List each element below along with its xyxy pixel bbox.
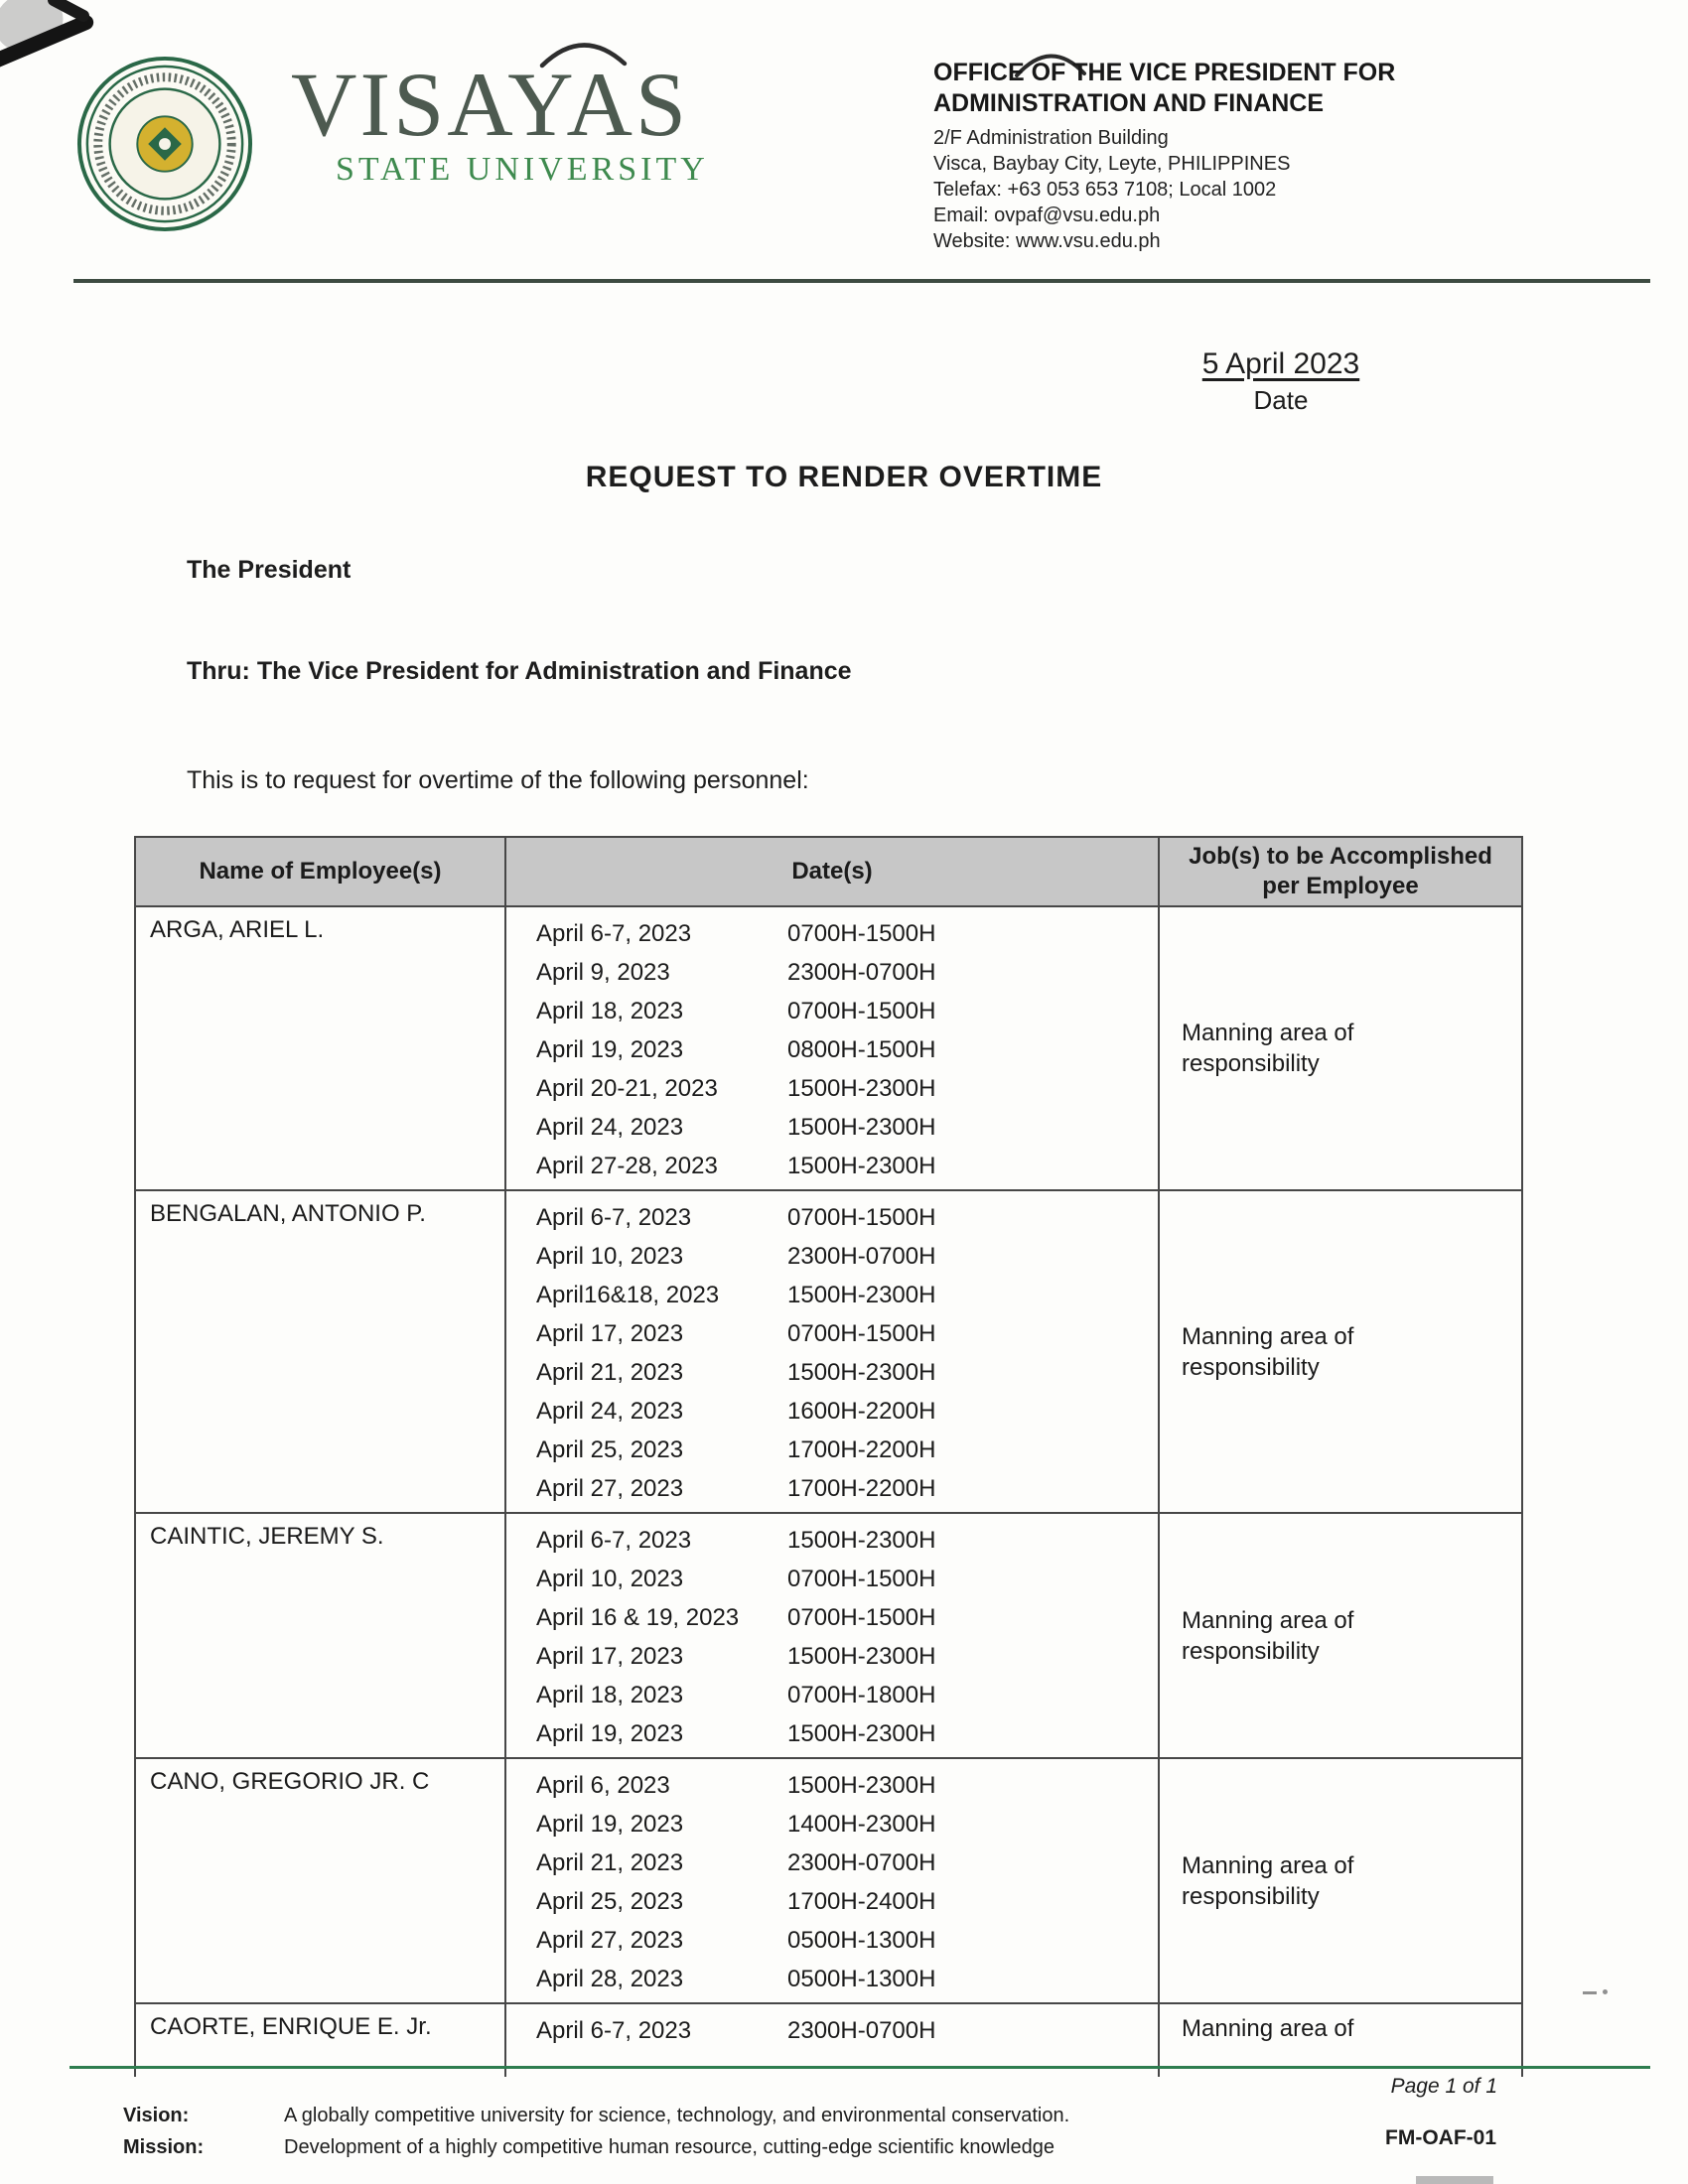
overtime-date: April 25, 2023 xyxy=(536,1888,684,1915)
overtime-date-entry xyxy=(536,1560,1158,1598)
intro-line: This is to request for overtime of the following personnel: xyxy=(187,766,809,794)
overtime-hours: 0500H-1300H xyxy=(787,1966,936,1992)
overtime-date: April 27, 2023 xyxy=(536,1927,684,1954)
employee-name-cell: CAORTE, ENRIQUE E. Jr. xyxy=(135,2003,505,2077)
addressee-line: The President xyxy=(187,556,352,584)
overtime-date-entry xyxy=(536,1676,1158,1714)
overtime-table xyxy=(134,836,1523,2077)
overtime-hours: 0800H-1500H xyxy=(787,1036,936,1063)
document-date: 5 April 2023 xyxy=(1201,347,1360,380)
form-code: FM-OAF-01 xyxy=(1385,2126,1496,2149)
overtime-date-entry xyxy=(536,1843,1158,1882)
employee-row xyxy=(135,906,1522,1190)
overtime-hours: 1500H-2300H xyxy=(787,1114,936,1141)
overtime-hours: 0500H-1300H xyxy=(787,1927,936,1954)
overtime-hours: 2300H-0700H xyxy=(787,959,936,986)
overtime-date: April 10, 2023 xyxy=(536,1566,684,1592)
overtime-hours: 1500H-2300H xyxy=(787,1527,936,1554)
overtime-date-entry xyxy=(536,1766,1158,1805)
scan-artifact-stray-mark xyxy=(1583,1991,1597,1994)
overtime-date: April 9, 2023 xyxy=(536,959,670,986)
employee-job-cell xyxy=(1159,1190,1522,1513)
overtime-date: April 24, 2023 xyxy=(536,1114,684,1141)
overtime-date: April 16 & 19, 2023 xyxy=(536,1604,740,1631)
office-title-line2: ADMINISTRATION AND FINANCE xyxy=(933,89,1325,117)
overtime-date: April 18, 2023 xyxy=(536,1682,684,1708)
overtime-date: April 18, 2023 xyxy=(536,998,684,1024)
overtime-date-entry xyxy=(536,1108,1158,1147)
overtime-date-entry xyxy=(536,1921,1158,1960)
overtime-date: April 27, 2023 xyxy=(536,1475,684,1502)
clipped-revision-text xyxy=(1416,2176,1493,2184)
overtime-date-entry xyxy=(536,1805,1158,1843)
overtime-hours: 1600H-2200H xyxy=(787,1398,936,1425)
university-name-wordmark: VISAYAS xyxy=(291,54,690,155)
overtime-date: April 6-7, 2023 xyxy=(536,920,692,947)
employee-job-text: Manning area of responsibility xyxy=(1182,1606,1354,1665)
mission-text: Development of a highly competitive human resource, cutting-edge scientific knowledge xyxy=(284,2136,1055,2158)
overtime-hours: 1700H-2200H xyxy=(787,1475,936,1502)
overtime-date-entry xyxy=(536,953,1158,992)
overtime-date: April 6-7, 2023 xyxy=(536,1204,692,1231)
overtime-date: April 28, 2023 xyxy=(536,1966,684,1992)
employee-job-cell xyxy=(1159,906,1522,1190)
date-block xyxy=(1132,347,1430,416)
employee-dates-cell xyxy=(505,1513,1159,1758)
overtime-date: April 19, 2023 xyxy=(536,1720,684,1747)
overtime-hours: 2300H-0700H xyxy=(787,1243,936,1270)
overtime-date-entry xyxy=(536,1030,1158,1069)
vision-text: A globally competitive university for science, technology, and environmental conservation. xyxy=(284,2105,1070,2126)
overtime-date-entry xyxy=(536,1069,1158,1108)
overtime-date: April 6, 2023 xyxy=(536,1772,670,1799)
footer-divider-rule xyxy=(70,2066,1650,2069)
overtime-hours: 0700H-1500H xyxy=(787,1320,936,1347)
document-title: REQUEST TO RENDER OVERTIME xyxy=(585,461,1103,493)
office-address-line: Website: www.vsu.edu.ph xyxy=(933,230,1161,252)
overtime-date-entry xyxy=(536,1469,1158,1508)
overtime-date: April 17, 2023 xyxy=(536,1320,684,1347)
employee-dates-cell xyxy=(505,906,1159,1190)
employee-job-text: Manning area of xyxy=(1182,2015,1354,2042)
overtime-date-entry xyxy=(536,1314,1158,1353)
overtime-hours: 0700H-1500H xyxy=(787,1566,936,1592)
overtime-date-entry xyxy=(536,992,1158,1030)
scan-artifact-stray-mark xyxy=(1603,1989,1608,1994)
overtime-date: April 10, 2023 xyxy=(536,1243,684,1270)
office-address-line: 2/F Administration Building xyxy=(933,127,1169,149)
overtime-date-entry xyxy=(536,1353,1158,1392)
office-address-line: Telefax: +63 053 653 7108; Local 1002 xyxy=(933,179,1277,201)
mission-label: Mission: xyxy=(123,2136,205,2158)
overtime-date: April16&18, 2023 xyxy=(536,1282,720,1308)
overtime-date-entry xyxy=(536,1276,1158,1314)
university-subtitle-wordmark: STATE UNIVERSITY xyxy=(336,151,709,188)
employee-row xyxy=(135,1758,1522,2003)
overtime-date: April 24, 2023 xyxy=(536,1398,684,1425)
employee-job-text: Manning area of responsibility xyxy=(1182,1322,1354,1381)
office-address-line: Email: ovpaf@vsu.edu.ph xyxy=(933,205,1161,226)
overtime-date-entry xyxy=(536,1598,1158,1637)
overtime-date-entry xyxy=(536,1198,1158,1237)
column-header-job: Job(s) to be Accomplished per Employee xyxy=(1159,837,1522,906)
overtime-date-entry xyxy=(536,914,1158,953)
overtime-table-body xyxy=(135,906,1522,2077)
overtime-hours: 1500H-2300H xyxy=(787,1643,936,1670)
overtime-hours: 2300H-0700H xyxy=(787,2017,936,2044)
overtime-date-entry xyxy=(536,1637,1158,1676)
table-header-row xyxy=(135,837,1522,906)
employee-job-cell xyxy=(1159,1513,1522,1758)
overtime-hours: 1500H-2300H xyxy=(787,1720,936,1747)
employee-name-cell: CAINTIC, JEREMY S. xyxy=(135,1513,505,1758)
thru-line: Thru: The Vice President for Administration and Finance xyxy=(187,657,852,685)
overtime-hours: 0700H-1500H xyxy=(787,1204,936,1231)
overtime-hours: 2300H-0700H xyxy=(787,1849,936,1876)
overtime-date-entry xyxy=(536,1392,1158,1431)
overtime-hours: 1400H-2300H xyxy=(787,1811,936,1838)
overtime-date: April 21, 2023 xyxy=(536,1849,684,1876)
employee-job-cell xyxy=(1159,1758,1522,2003)
overtime-hours: 1500H-2300H xyxy=(787,1075,936,1102)
employee-name-cell: ARGA, ARIEL L. xyxy=(135,906,505,1190)
overtime-hours: 0700H-1800H xyxy=(787,1682,936,1708)
page-indicator: Page 1 of 1 xyxy=(1390,2075,1497,2098)
overtime-date: April 6-7, 2023 xyxy=(536,1527,692,1554)
overtime-hours: 1500H-2300H xyxy=(787,1153,936,1179)
office-address xyxy=(933,125,1489,254)
overtime-date: April 17, 2023 xyxy=(536,1643,684,1670)
overtime-hours: 1500H-2300H xyxy=(787,1772,936,1799)
overtime-date: April 19, 2023 xyxy=(536,1811,684,1838)
overtime-hours: 1500H-2300H xyxy=(787,1359,936,1386)
overtime-date-entry xyxy=(536,1431,1158,1469)
overtime-hours: 1700H-2200H xyxy=(787,1436,936,1463)
employee-dates-cell xyxy=(505,1758,1159,2003)
overtime-hours: 0700H-1500H xyxy=(787,998,936,1024)
office-title-line1: OFFICE OF THE VICE PRESIDENT FOR xyxy=(933,59,1396,86)
employee-name-cell: CANO, GREGORIO JR. C xyxy=(135,1758,505,2003)
overtime-hours: 0700H-1500H xyxy=(787,1604,936,1631)
overtime-date: April 25, 2023 xyxy=(536,1436,684,1463)
overtime-date: April 20-21, 2023 xyxy=(536,1075,718,1102)
overtime-date-entry xyxy=(536,1960,1158,1998)
university-seal-logo xyxy=(75,55,254,233)
overtime-date-entry xyxy=(536,1521,1158,1560)
overtime-date-entry xyxy=(536,1714,1158,1753)
date-label: Date xyxy=(1253,385,1309,415)
employee-dates-cell xyxy=(505,1190,1159,1513)
overtime-hours: 0700H-1500H xyxy=(787,920,936,947)
employee-name-cell: BENGALAN, ANTONIO P. xyxy=(135,1190,505,1513)
overtime-date-entry xyxy=(536,2011,1158,2050)
overtime-date-entry xyxy=(536,1882,1158,1921)
overtime-hours: 1500H-2300H xyxy=(787,1282,936,1308)
overtime-date: April 6-7, 2023 xyxy=(536,2017,692,2044)
column-header-dates: Date(s) xyxy=(505,837,1159,906)
column-header-name: Name of Employee(s) xyxy=(135,837,505,906)
letterhead-divider-rule xyxy=(73,279,1650,283)
employee-job-text: Manning area of responsibility xyxy=(1182,1020,1354,1077)
overtime-date: April 21, 2023 xyxy=(536,1359,684,1386)
overtime-date-entry xyxy=(536,1237,1158,1276)
employee-job-text: Manning area of responsibility xyxy=(1182,1851,1354,1910)
office-block xyxy=(933,58,1489,254)
overtime-date: April 27-28, 2023 xyxy=(536,1153,718,1179)
vision-label: Vision: xyxy=(123,2105,190,2126)
overtime-hours: 1700H-2400H xyxy=(787,1888,936,1915)
office-address-line: Visca, Baybay City, Leyte, PHILIPPINES xyxy=(933,153,1291,175)
employee-row xyxy=(135,1190,1522,1513)
overtime-date: April 19, 2023 xyxy=(536,1036,684,1063)
overtime-date-entry xyxy=(536,1147,1158,1185)
employee-row xyxy=(135,1513,1522,1758)
